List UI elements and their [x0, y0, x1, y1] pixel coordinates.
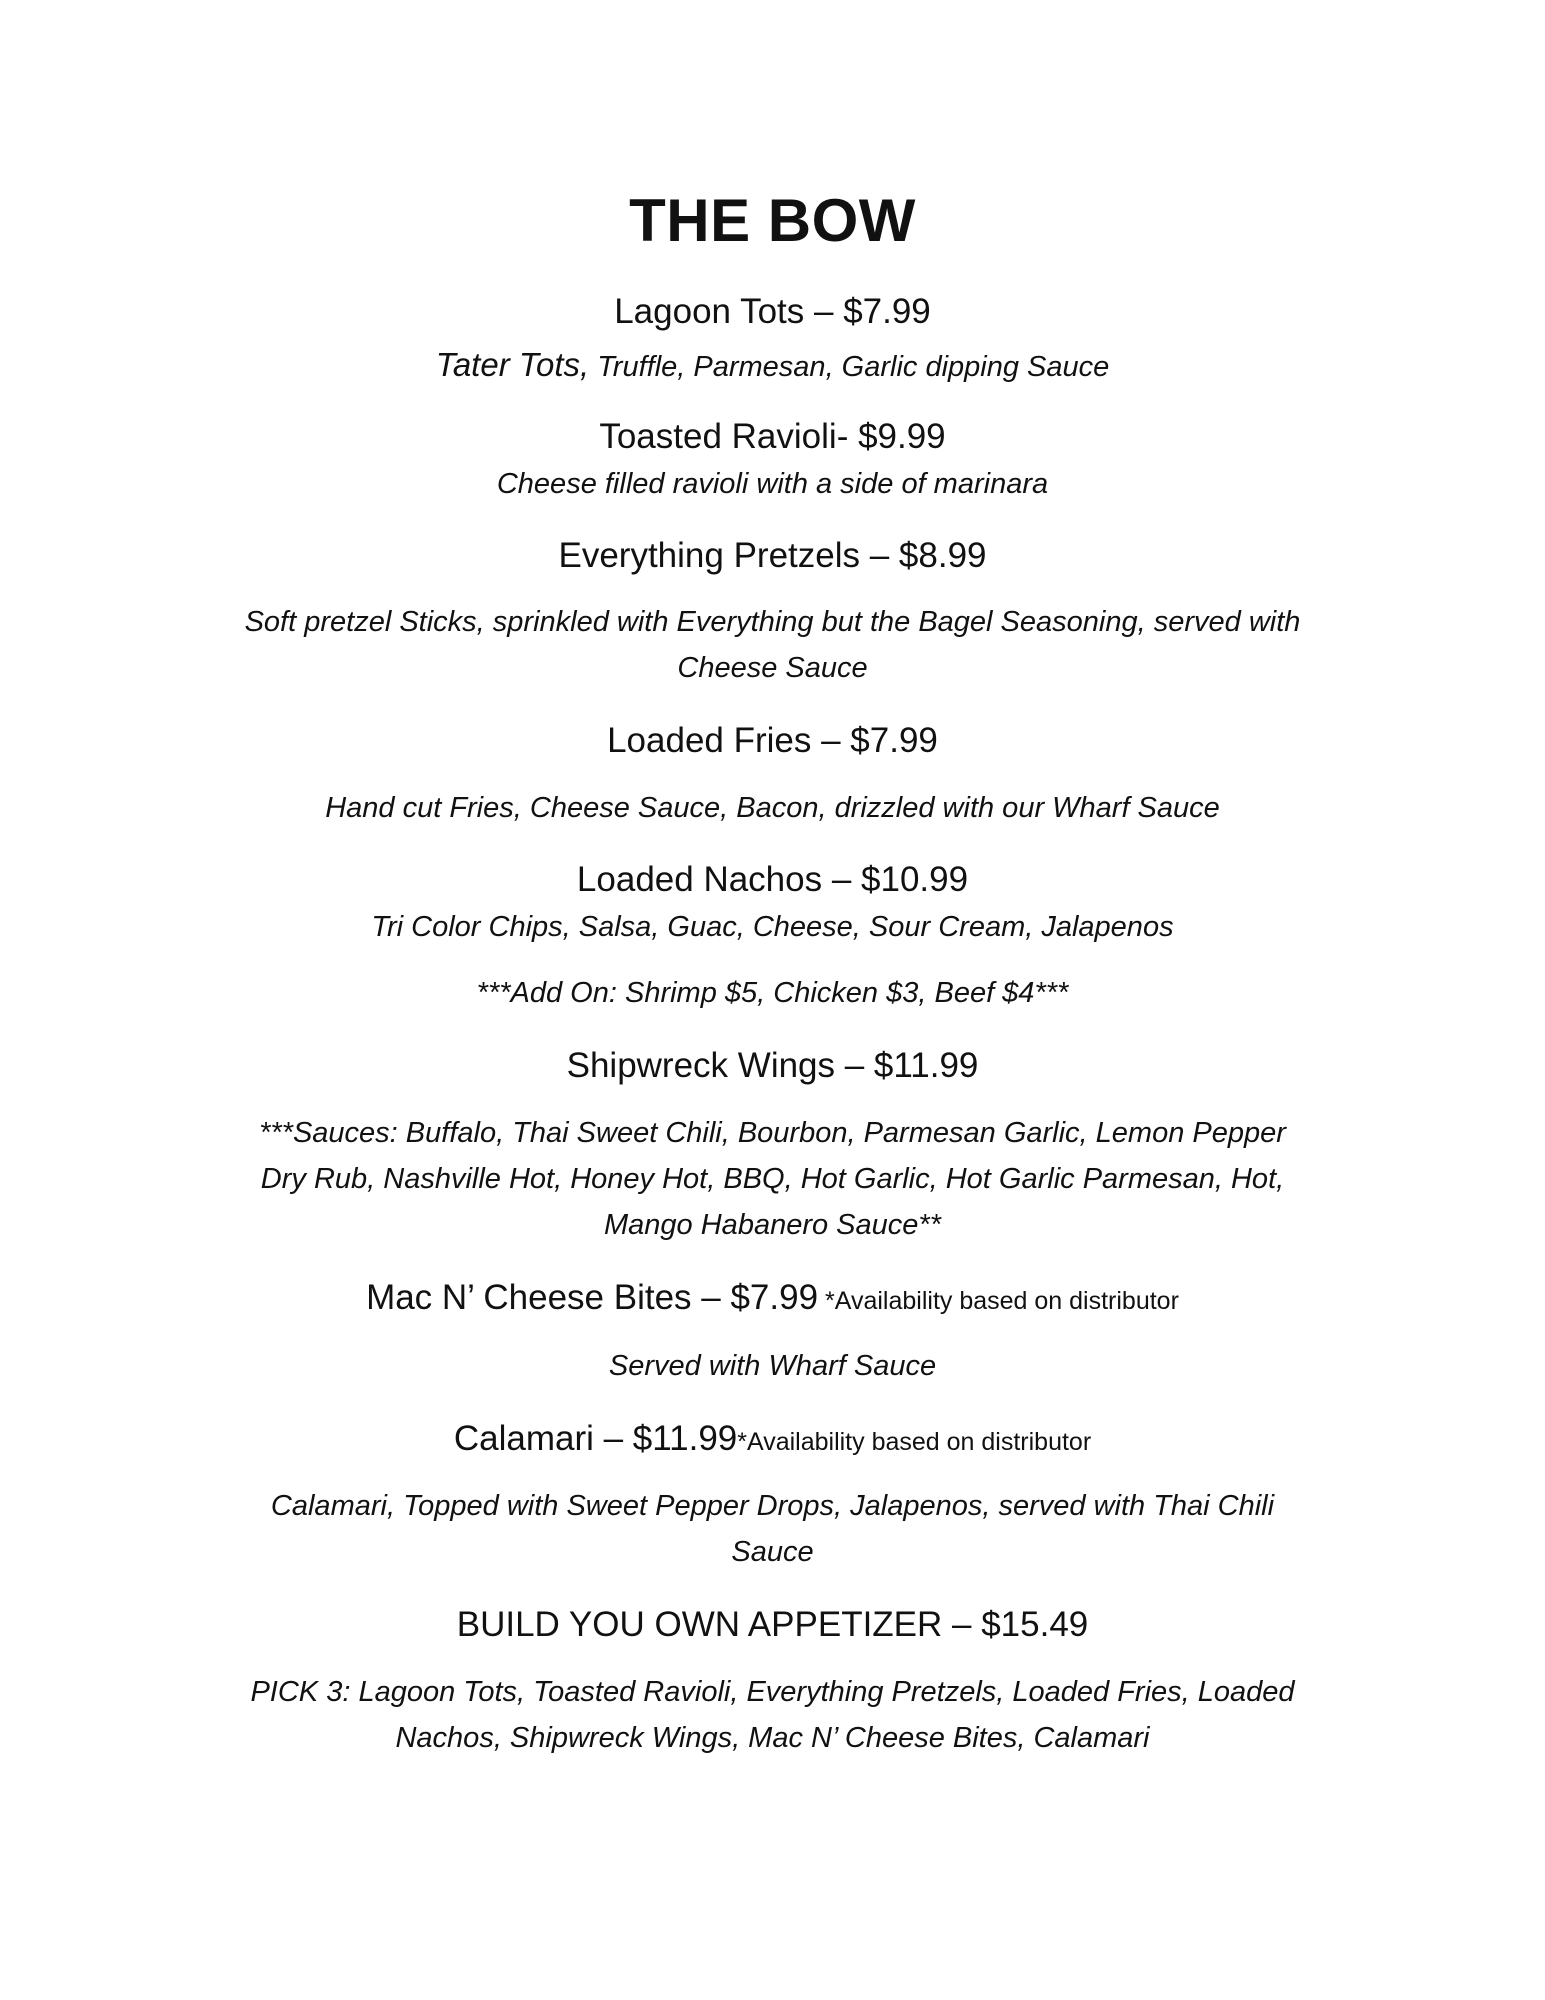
item-toasted-ravioli-name: Toasted Ravioli- $9.99	[599, 417, 946, 456]
item-lagoon-tots-description-rest: Truffle, Parmesan, Garlic dipping Sauce	[589, 351, 1110, 383]
item-mac-n-cheese-bites-name	[150, 1280, 1395, 1315]
item-calamari-name	[150, 1421, 1395, 1456]
item-loaded-nachos-addon: ***Add On: Shrimp $5, Chicken $3, Beef $4***	[476, 977, 1069, 1009]
item-loaded-nachos-name: Loaded Nachos – $10.99	[576, 860, 969, 899]
item-shipwreck-wings-description-line-3: Mango Habanero Sauce**	[604, 1209, 941, 1241]
item-lagoon-tots-name: Lagoon Tots – $7.99	[614, 292, 931, 331]
item-build-your-own-description-line-1: PICK 3: Lagoon Tots, Toasted Ravioli, Everything Pretzels, Loaded Fries, Loaded	[250, 1676, 1295, 1708]
item-shipwreck-wings-description-line-1: ***Sauces: Buffalo, Thai Sweet Chili, Bourbon, Parmesan Garlic, Lemon Pepper	[259, 1117, 1286, 1149]
item-loaded-nachos-description: Tri Color Chips, Salsa, Guac, Cheese, Sour Cream, Jalapenos	[371, 911, 1174, 943]
item-mac-n-cheese-bites-description: Served with Wharf Sauce	[608, 1350, 937, 1382]
item-shipwreck-wings-name: Shipwreck Wings – $11.99	[566, 1046, 979, 1085]
item-build-your-own-description-line-2: Nachos, Shipwreck Wings, Mac N’ Cheese Bites, Calamari	[395, 1722, 1150, 1754]
item-everything-pretzels-description-line-1: Soft pretzel Sticks, sprinkled with Everything but the Bagel Seasoning, served with	[244, 606, 1301, 638]
item-toasted-ravioli-description: Cheese filled ravioli with a side of marinara	[496, 468, 1049, 500]
item-calamari-title: Calamari – $11.99	[453, 1419, 738, 1458]
item-mac-n-cheese-bites-availability-note: *Availability based on distributor	[818, 1287, 1179, 1315]
item-lagoon-tots-description-lead: Tater Tots,	[435, 346, 590, 383]
item-everything-pretzels-description-line-2: Cheese Sauce	[677, 652, 868, 684]
item-lagoon-tots-description	[150, 348, 1395, 382]
item-loaded-fries-name: Loaded Fries – $7.99	[607, 721, 938, 760]
item-mac-n-cheese-bites-title: Mac N’ Cheese Bites – $7.99	[366, 1278, 819, 1317]
item-shipwreck-wings-description-line-2: Dry Rub, Nashville Hot, Honey Hot, BBQ, Hot Garlic, Hot Garlic Parmesan, Hot,	[260, 1163, 1285, 1195]
item-loaded-fries-description: Hand cut Fries, Cheese Sauce, Bacon, drizzled with our Wharf Sauce	[325, 792, 1220, 824]
item-calamari-description-line-2: Sauce	[731, 1536, 814, 1568]
item-build-your-own-name: BUILD YOU OWN APPETIZER – $15.49	[456, 1605, 1089, 1644]
menu-title: THE BOW	[629, 187, 916, 254]
item-everything-pretzels-name: Everything Pretzels – $8.99	[558, 536, 987, 575]
item-calamari-availability-note: *Availability based on distributor	[737, 1428, 1092, 1456]
item-calamari-description-line-1: Calamari, Topped with Sweet Pepper Drops, Jalapenos, served with Thai Chili	[270, 1490, 1275, 1522]
